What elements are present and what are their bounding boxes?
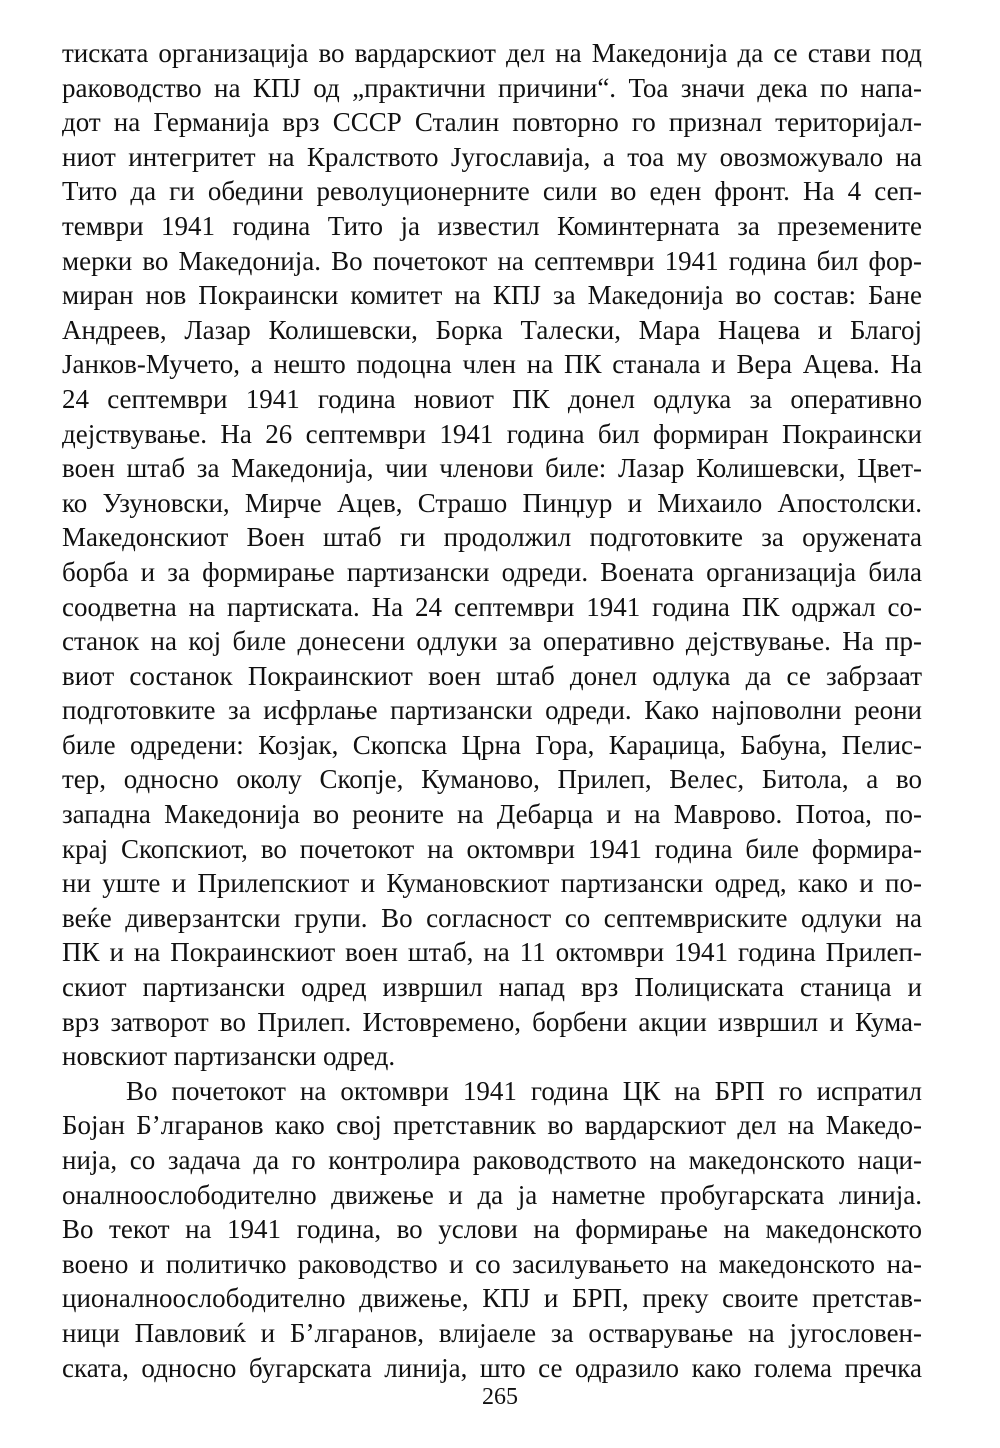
text-line: ници Павловиќ и Б’лгаранов, влијаеле за остварување на југословен- (62, 1317, 922, 1348)
text-line: Бојан Б’лгаранов како свој претставник во вардарскиот дел на Македо- (62, 1110, 922, 1141)
text-line: ционалноослободително движење, КПЈ и БРП, преку своите претстав- (62, 1283, 922, 1314)
text-line: крај Скопскиот, во почетокот на октомври 1941 година биле формира- (62, 833, 922, 864)
page-number: 265 (482, 1384, 518, 1410)
text-line: мерки во Македонија. Во почетокот на септември 1941 година бил фор- (62, 245, 922, 276)
text-line: станок на кој биле донесени одлуки за оперативно дејствување. На пр- (62, 626, 922, 657)
text-line: ската, односно бугарската линија, што се одразило како голема пречка (62, 1352, 922, 1383)
text-line: тер, односно околу Скопје, Куманово, Прилеп, Велес, Битола, а во (62, 764, 922, 795)
text-line: тември 1941 година Тито ја известил Коминтерната за преземените (62, 210, 922, 241)
text-line: дот на Германија врз СССР Сталин повторно го признал територијал- (62, 107, 922, 138)
page-body (62, 36, 922, 1385)
text-line: воено и политичко раководство и со засилувањето на македонското на- (62, 1248, 922, 1279)
text-line: раководство на КПЈ од „практични причини“. Тоа значи дека по напа- (62, 72, 922, 103)
text-line: ни уште и Прилепскиот и Кумановскиот партизански одред, како и по- (62, 868, 922, 899)
text-line: ниот интегритет на Кралството Југославија, а тоа му овозможувало на (62, 141, 922, 172)
paragraph-2 (62, 1074, 922, 1385)
text-line: ко Узуновски, Мирче Ацев, Страшо Пинџур и Михаило Апостолски. (62, 487, 922, 518)
text-line: виот состанок Покраинскиот воен штаб донел одлука да се забрзаат (62, 660, 922, 691)
text-line: веќе диверзантски групи. Во согласност со септемвриските одлуки на (62, 902, 922, 933)
text-line: дејствување. На 26 септември 1941 година бил формиран Покраински (62, 418, 922, 449)
text-line: врз затворот во Прилеп. Истовремено, борбени акции извршил и Кума- (62, 1006, 922, 1037)
text-line: Андреев, Лазар Колишевски, Борка Талески, Мара Нацева и Благој (62, 314, 922, 345)
text-line: тиската организација во вардарскиот дел на Македонија да се стави под (62, 38, 922, 68)
text-line: воен штаб за Македонија, чии членови биле: Лазар Колишевски, Цвет- (62, 453, 922, 484)
text-line: новскиот партизански одред. (62, 1041, 396, 1072)
text-line: нија, со задача да го контролира раководството на македонското наци- (62, 1145, 922, 1175)
text-line: биле одредени: Козјак, Скопска Црна Гора, Караџица, Бабуна, Пелис- (62, 729, 922, 760)
text-line: соодветна на партиската. На 24 септември 1941 година ПК одржал со- (62, 591, 922, 622)
text-line: Јанков-Мучето, а нешто подоцна член на ПК станала и Вера Ацева. На (62, 349, 922, 380)
text-line: западна Македонија во реоните на Дебарца и на Маврово. Потоа, по- (62, 799, 922, 830)
text-line: Во почетокот на октомври 1941 година ЦК на БРП го испратил (126, 1075, 922, 1106)
text-line: Тито да ги обедини револуционерните сили во еден фронт. На 4 сеп- (62, 176, 922, 207)
text-line: миран нов Покраински комитет на КПЈ за Македонија во состав: Бане (62, 280, 922, 311)
text-line: 24 септември 1941 година новиот ПК донел одлука за оперативно (62, 383, 922, 414)
text-line: подготовките за исфрлање партизански одреди. Како најповолни реони (62, 695, 922, 726)
text-line: оналноослободително движење и да ја наметне пробугарската линија. (62, 1179, 922, 1210)
paragraph-1 (62, 36, 922, 1074)
text-line: Македонскиот Воен штаб ги продолжил подготовките за оружената (62, 522, 922, 553)
text-line: ПК и на Покраинскиот воен штаб, на 11 октомври 1941 година Прилеп- (62, 937, 922, 968)
text-line: борба и за формирање партизански одреди. Воената организација била (62, 556, 922, 587)
text-line: Во текот на 1941 година, во услови на формирање на македонското (62, 1214, 922, 1245)
text-line: скиот партизански одред извршил напад врз Полициската станица и (62, 972, 922, 1003)
